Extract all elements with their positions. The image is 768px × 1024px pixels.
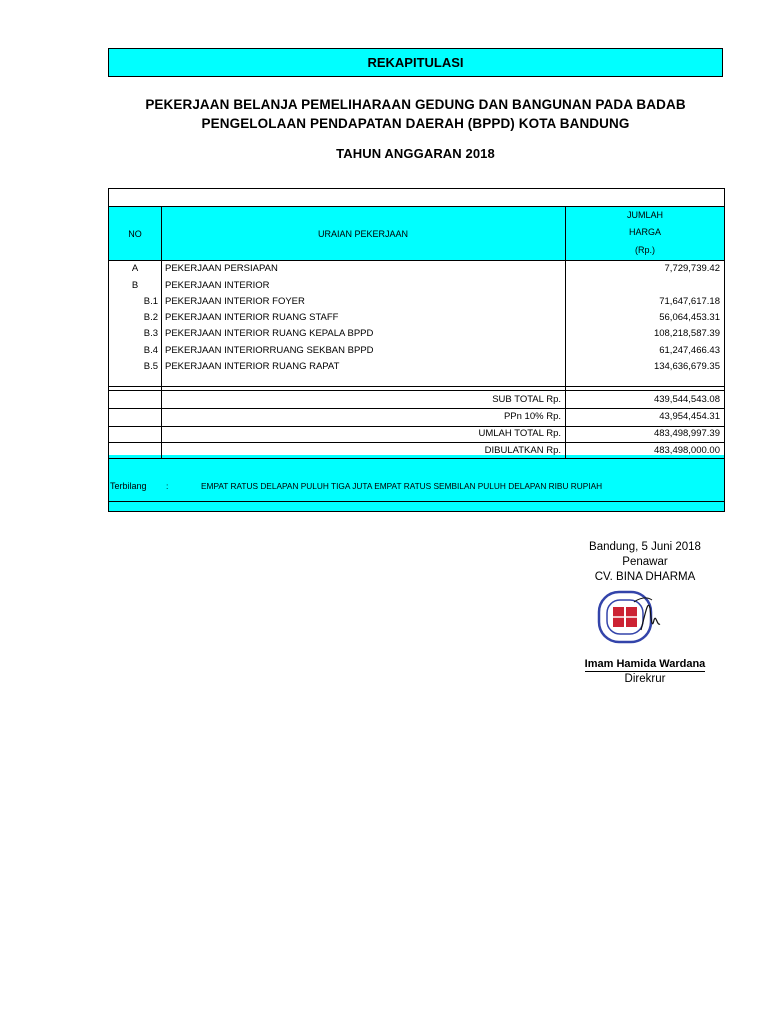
- title-line-2: PENGELOLAAN PENDAPATAN DAERAH (BPPD) KOTA BANDUNG: [201, 116, 630, 131]
- row-uraian: PEKERJAAN INTERIOR RUANG KEPALA BPPD: [165, 328, 374, 339]
- row-uraian: PEKERJAAN INTERIOR RUANG RAPAT: [165, 361, 340, 372]
- total-value: 483,498,997.39: [653, 428, 720, 439]
- company-stamp-icon: [596, 590, 662, 646]
- header-jumlah: JUMLAH: [626, 210, 663, 220]
- terbilang-label: Terbilang: [110, 481, 147, 491]
- row-harga: 134,636,679.35: [653, 361, 720, 372]
- header-uraian: URAIAN PEKERJAAN: [317, 229, 409, 239]
- title-line-1: PEKERJAAN BELANJA PEMELIHARAAN GEDUNG DAN BANGUNAN PADA BADAB: [145, 97, 686, 112]
- total-label: UMLAH TOTAL Rp.: [478, 428, 561, 439]
- row-uraian: PEKERJAAN INTERIORRUANG SEKBAN BPPD: [165, 345, 374, 356]
- row-harga: 71,647,617.18: [659, 296, 720, 307]
- recap-table: [108, 188, 725, 512]
- terbilang-text: EMPAT RATUS DELAPAN PULUH TIGA JUTA EMPAT RATUS SEMBILAN PULUH DELAPAN RIBU RUPIAH: [201, 481, 603, 491]
- rounded-label: DIBULATKAN Rp.: [484, 445, 561, 456]
- row-no: B.2: [143, 312, 158, 323]
- sign-name: [560, 658, 730, 670]
- row-no: B.1: [143, 296, 158, 307]
- sign-role: Penawar: [622, 556, 668, 568]
- ppn-value: 43,954,454.31: [659, 411, 720, 422]
- row-harga: 108,218,587.39: [653, 328, 720, 339]
- row-uraian: PEKERJAAN INTERIOR FOYER: [165, 296, 305, 307]
- rounded-value: 483,498,000.00: [653, 445, 720, 456]
- row-uraian: PEKERJAAN INTERIOR: [165, 280, 270, 291]
- row-harga: 56,064,453.31: [659, 312, 720, 323]
- banner-rekapitulasi: [108, 48, 723, 77]
- sign-company: CV. BINA DHARMA: [594, 571, 696, 583]
- subtotal-value: 439,544,543.08: [653, 394, 720, 405]
- title-year: TAHUN ANGGARAN 2018: [336, 146, 495, 161]
- ppn-label: PPn 10% Rp.: [503, 411, 561, 422]
- sign-name-text: Imam Hamida Wardana: [584, 658, 706, 670]
- row-no: B.3: [143, 328, 158, 339]
- sign-place-date: Bandung, 5 Juni 2018: [589, 541, 701, 553]
- row-no: B.5: [143, 361, 158, 372]
- row-harga: 61,247,466.43: [659, 345, 720, 356]
- header-rp: (Rp.): [635, 245, 655, 255]
- header-no: NO: [128, 229, 142, 239]
- banner-title: REKAPITULASI: [367, 55, 464, 70]
- row-uraian: PEKERJAAN PERSIAPAN: [165, 263, 278, 274]
- row-no: B.4: [143, 345, 158, 356]
- terbilang-colon: :: [166, 481, 169, 491]
- row-uraian: PEKERJAAN INTERIOR RUANG STAFF: [165, 312, 339, 323]
- row-no: B: [131, 280, 139, 291]
- header-harga: HARGA: [628, 227, 661, 237]
- sign-position: Direkrur: [624, 673, 666, 685]
- subtotal-label: SUB TOTAL Rp.: [492, 394, 561, 405]
- row-no: A: [131, 263, 139, 274]
- row-harga: 7,729,739.42: [664, 263, 720, 274]
